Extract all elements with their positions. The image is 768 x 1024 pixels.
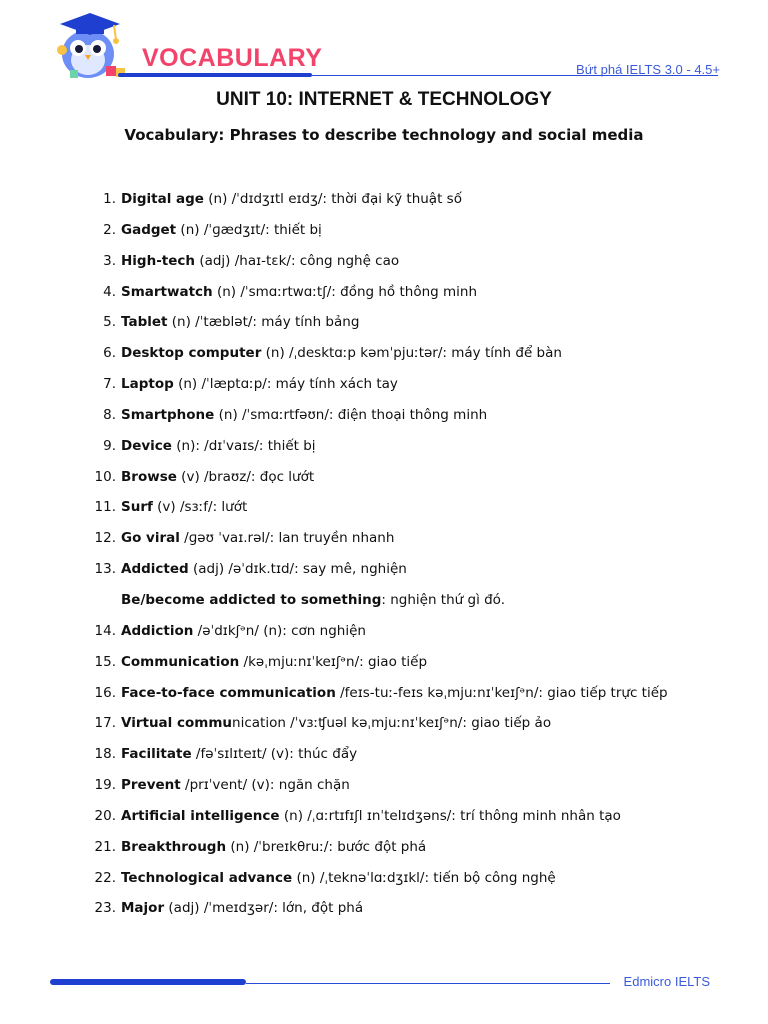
list-item xyxy=(0,373,768,404)
item-number: 10. xyxy=(94,468,116,485)
item-text xyxy=(121,712,551,734)
item-definition: : nghiện thứ gì đó. xyxy=(381,591,505,608)
item-number: 18. xyxy=(94,746,116,763)
item-term: Communication xyxy=(121,653,240,670)
list-item xyxy=(0,188,768,219)
item-definition: (n): /dɪˈvaɪs/: thiết bị xyxy=(171,437,316,454)
vocabulary-list xyxy=(0,188,768,928)
item-term: Gadget xyxy=(121,221,177,238)
item-number: 6. xyxy=(103,345,116,362)
item-text xyxy=(121,558,407,580)
item-term: Major xyxy=(121,900,165,917)
item-number: 9. xyxy=(103,437,116,454)
header-tagline: Bứt phá IELTS 3.0 - 4.5+ xyxy=(576,62,720,77)
item-term: Laptop xyxy=(121,376,174,393)
item-number: 13. xyxy=(94,561,116,578)
item-definition: /prɪˈvent/ (v): ngăn chặn xyxy=(180,777,350,794)
item-number: 21. xyxy=(94,838,116,855)
item-text xyxy=(121,527,394,549)
item-term: Be/become addicted to something xyxy=(121,591,382,608)
item-term: Tablet xyxy=(121,314,168,331)
brand-title: VOCABULARY xyxy=(142,44,323,72)
item-text xyxy=(121,897,363,919)
item-term: Face-to-face communication xyxy=(121,684,336,701)
item-text xyxy=(121,311,359,333)
item-term: Artificial intelligence xyxy=(121,807,280,824)
item-definition: (adj) /əˈdɪk.tɪd/: say mê, nghiện xyxy=(188,561,407,578)
item-term: Smartphone xyxy=(121,406,215,423)
item-number: 3. xyxy=(103,252,116,269)
item-term: Virtual commu xyxy=(121,715,233,732)
item-definition: (n) /ˌɑːrtɪfɪʃl ɪnˈtelɪdʒəns/: trí thông minh nhân tạo xyxy=(279,807,621,824)
item-number: 1. xyxy=(103,191,116,207)
item-number: 12. xyxy=(94,530,116,547)
list-item xyxy=(0,281,768,312)
list-item xyxy=(0,435,768,466)
item-text xyxy=(121,250,399,272)
item-term: Browse xyxy=(121,468,177,485)
list-item xyxy=(0,867,768,898)
item-number: 17. xyxy=(94,715,116,732)
list-item xyxy=(0,774,768,805)
item-definition: (v) /braʊz/: đọc lướt xyxy=(176,468,315,485)
list-item xyxy=(0,250,768,281)
list-item xyxy=(0,342,768,373)
item-number: 19. xyxy=(94,777,116,794)
item-number: 14. xyxy=(94,622,116,639)
item-definition: (n) /ˈɡædʒɪt/: thiết bị xyxy=(176,221,322,238)
item-definition: (n) /ˈbreɪkθruː/: bước đột phá xyxy=(226,838,427,855)
item-number: 15. xyxy=(94,653,116,670)
list-item xyxy=(0,466,768,497)
item-text xyxy=(121,836,426,858)
footer-accent-bar xyxy=(50,979,246,985)
item-number: 16. xyxy=(94,684,116,701)
item-text xyxy=(121,404,487,426)
item-text xyxy=(121,651,427,673)
item-text xyxy=(121,373,398,395)
footer-brand: Edmicro IELTS xyxy=(623,974,710,989)
item-term: Technological advance xyxy=(121,869,293,886)
item-term: Desktop computer xyxy=(121,345,262,362)
item-term: Device xyxy=(121,437,172,454)
item-definition: /ɡəʊ ˈvaɪ.rəl/: lan truyền nhanh xyxy=(179,530,395,547)
item-term: Facilitate xyxy=(121,746,192,763)
item-text xyxy=(121,805,621,827)
list-item xyxy=(0,805,768,836)
item-number: 11. xyxy=(94,499,116,516)
list-item xyxy=(0,682,768,713)
item-definition: (n) /ˌdesktɑːp kəmˈpjuːtər/: máy tính để bàn xyxy=(261,345,562,362)
item-definition: (n) /ˈtæblət/: máy tính bảng xyxy=(167,314,360,331)
item-text xyxy=(121,342,562,364)
item-definition: (n) /ˈsmɑːrtwɑːtʃ/: đồng hồ thông minh xyxy=(212,283,478,300)
item-text xyxy=(121,435,316,457)
item-term: Addiction xyxy=(121,622,194,639)
list-item xyxy=(0,219,768,250)
page-subtitle: Vocabulary: Phrases to describe technology and social media xyxy=(124,126,644,144)
item-term: Digital age xyxy=(121,191,204,207)
item-number: 4. xyxy=(103,283,116,300)
item-term: Prevent xyxy=(121,777,181,794)
owl-mascot-icon xyxy=(50,10,130,82)
item-term: Go viral xyxy=(121,530,180,547)
item-text xyxy=(121,620,366,642)
list-item xyxy=(0,836,768,867)
item-definition: (n) /ˌteknəˈlɑːdʒɪkl/: tiến bộ công nghệ xyxy=(292,869,556,886)
item-definition: (adj) /ˈmeɪdʒər/: lớn, đột phá xyxy=(164,900,364,917)
item-number: 22. xyxy=(94,869,116,886)
item-definition: (v) /sɜːf/: lướt xyxy=(152,499,248,516)
item-text xyxy=(121,466,314,488)
item-term: High-tech xyxy=(121,252,196,269)
list-item xyxy=(0,527,768,558)
list-item xyxy=(0,620,768,651)
item-number: 23. xyxy=(94,900,116,917)
item-definition: /feɪs-tuː-feɪs kəˌmjuːnɪˈkeɪʃᵊn/: giao tiếp trực tiếp xyxy=(335,684,668,701)
item-text xyxy=(121,496,247,518)
item-text xyxy=(121,219,322,241)
list-item xyxy=(0,496,768,527)
item-text xyxy=(121,188,462,210)
item-definition: /əˈdɪkʃᵊn/ (n): cơn nghiện xyxy=(193,622,366,639)
item-definition: nication /ˈvɜːʧuəl kəˌmjuːnɪˈkeɪʃᵊn/: giao tiếp ảo xyxy=(232,715,552,732)
list-item xyxy=(0,651,768,682)
item-text xyxy=(121,743,357,765)
item-term: Surf xyxy=(121,499,153,516)
item-definition: (n) /ˈsmɑːrtfəʊn/: điện thoại thông minh xyxy=(214,406,488,423)
item-term: Breakthrough xyxy=(121,838,227,855)
item-term: Smartwatch xyxy=(121,283,213,300)
item-number: 8. xyxy=(103,406,116,423)
item-text xyxy=(121,281,477,303)
item-number: 2. xyxy=(103,221,116,238)
item-term: Addicted xyxy=(121,561,189,578)
item-definition: (n) /ˈlæptɑːp/: máy tính xách tay xyxy=(173,376,398,393)
item-definition: /fəˈsɪlɪteɪt/ (v): thúc đẩy xyxy=(191,746,358,763)
item-definition: /kəˌmjuːnɪˈkeɪʃᵊn/: giao tiếp xyxy=(239,653,428,670)
item-text xyxy=(121,589,505,611)
header-accent-bar xyxy=(118,73,312,77)
item-definition: (adj) /haɪ-tɛk/: công nghệ cao xyxy=(195,252,400,269)
item-definition: (n) /ˈdɪdʒɪtl eɪdʒ/: thời đại kỹ thuật số xyxy=(203,191,462,207)
footer-divider xyxy=(246,983,610,984)
list-item xyxy=(0,404,768,435)
list-item xyxy=(0,712,768,743)
list-item xyxy=(0,897,768,928)
item-text xyxy=(121,867,556,889)
item-text xyxy=(121,774,350,796)
item-text xyxy=(121,682,668,704)
list-item xyxy=(0,743,768,774)
list-item xyxy=(0,589,768,620)
list-item xyxy=(0,558,768,589)
unit-title: UNIT 10: INTERNET & TECHNOLOGY xyxy=(216,89,552,110)
item-number: 7. xyxy=(103,376,116,393)
list-item xyxy=(0,311,768,342)
item-number: 5. xyxy=(103,314,116,331)
item-number: 20. xyxy=(94,807,116,824)
